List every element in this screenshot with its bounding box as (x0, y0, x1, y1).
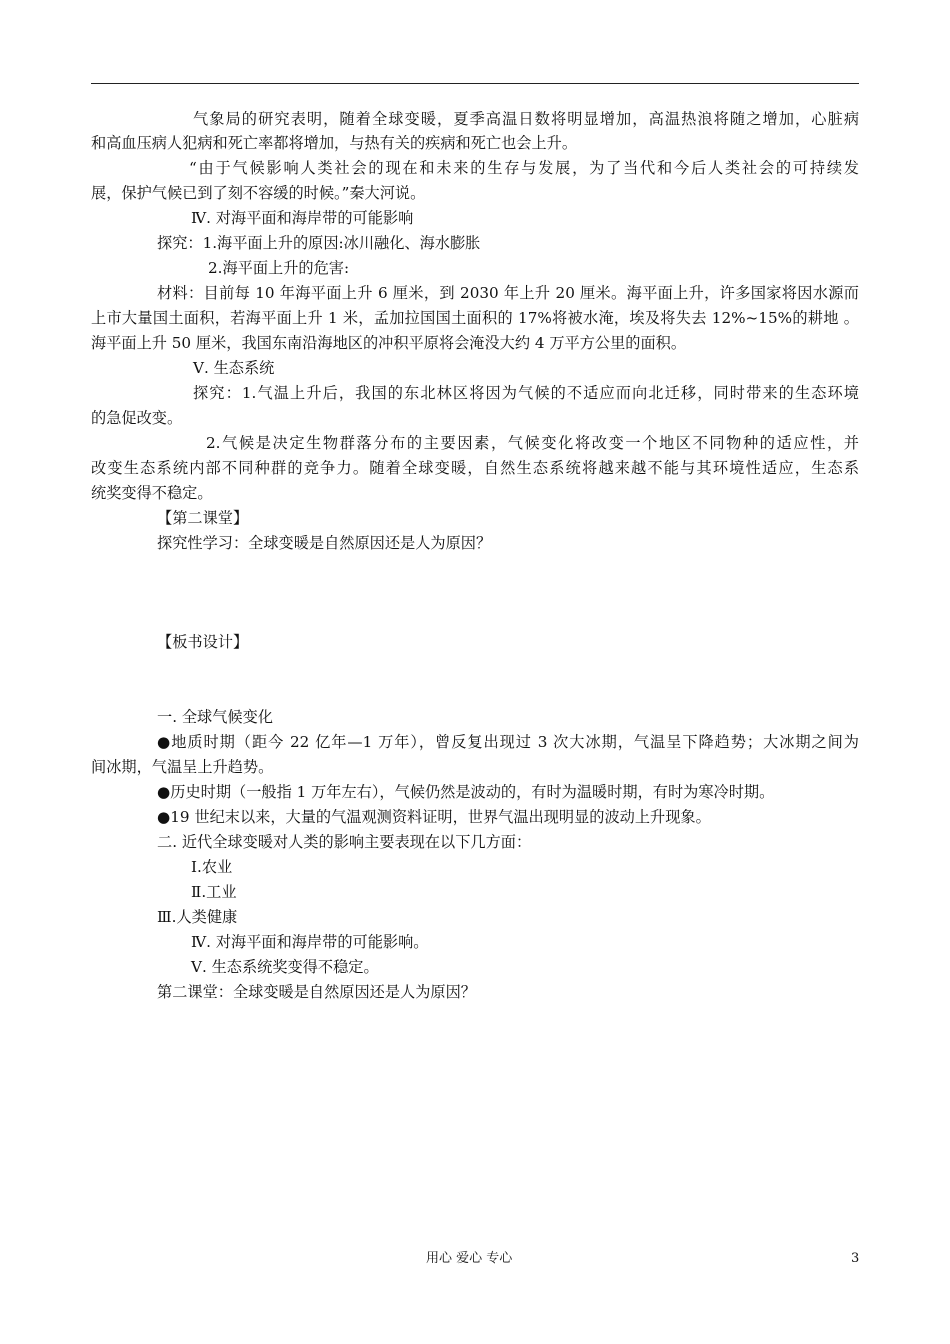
text-line: 探究性学习：全球变暖是自然原因还是人为原因？ (157, 534, 492, 552)
text-line: 改变生态系统内部不同种群的竞争力。随着全球变暖，自然生态系统将越来越不能与其环境性适应，生态系 (91, 459, 859, 477)
text-line: ●历史时期（一般指 1 万年左右），气候仍然是波动的，有时为温暖时期，有时为寒冷时期。 (157, 783, 775, 801)
text-line: 二. 近代全球变暖对人类的影响主要表现在以下几方面： (157, 833, 532, 851)
section-heading: 【第二课堂】 (157, 509, 249, 527)
section-heading: Ⅴ. 生态系统 (193, 359, 275, 377)
text-line: Ⅰ.农业 (191, 858, 233, 876)
footer-motto: 用心 爱心 专心 (426, 1251, 513, 1266)
text-line: 上市大量国土面积，若海平面上升 1 米，孟加拉国国土面积的 17%将被水淹，埃及将失去 12%~15%的耕地 。 (91, 309, 859, 327)
header-rule (91, 83, 859, 84)
text-line: 2.气候是决定生物群落分布的主要因素，气候变化将改变一个地区不同物种的适应性，并 (206, 434, 859, 452)
text-line: 气象局的研究表明，随着全球变暖，夏季高温日数将明显增加，高温热浪将随之增加，心脏病 (193, 110, 859, 128)
text-line: 探究：1.海平面上升的原因:冰川融化、海水膨胀 (157, 234, 481, 252)
section-heading: 【板书设计】 (157, 633, 249, 651)
text-line: 一. 全球气候变化 (157, 708, 273, 726)
text-line: 统奖变得不稳定。 (91, 484, 213, 502)
text-line: 展，保护气候已到了刻不容缓的时候。”秦大河说。 (91, 184, 426, 202)
text-line: Ⅱ.工业 (191, 883, 237, 901)
text-line: 间冰期，气温呈上升趋势。 (91, 758, 274, 776)
text-line: 2.海平面上升的危害: (208, 259, 350, 277)
text-line: 海平面上升 50 厘米，我国东南沿海地区的冲积平原将会淹没大约 4 万平方公里的面积。 (91, 334, 687, 352)
text-line: 探究：1.气温上升后，我国的东北林区将因为气候的不适应而向北迁移，同时带来的生态环境 (193, 384, 859, 402)
text-line: Ⅳ. 对海平面和海岸带的可能影响。 (191, 933, 429, 951)
text-line: ●地质时期（距今 22 亿年—1 万年），曾反复出现过 3 次大冰期，气温呈下降趋势；大冰期之间为 (157, 733, 859, 751)
text-line: ●19 世纪末以来，大量的气温观测资料证明，世界气温出现明显的波动上升现象。 (157, 808, 711, 826)
text-line: “由于气候影响人类社会的现在和未来的生存与发展，为了当代和今后人类社会的可持续发 (189, 159, 859, 177)
text-line: 第二课堂：全球变暖是自然原因还是人为原因？ (157, 983, 476, 1001)
text-line: 和高血压病人犯病和死亡率都将增加，与热有关的疾病和死亡也会上升。 (91, 134, 577, 152)
text-line: 材料：目前每 10 年海平面上升 6 厘米，到 2030 年上升 20 厘米。海平面上升，许多国家将因水源而 (157, 284, 859, 302)
text-line: 的急促改变。 (91, 409, 183, 427)
section-heading: Ⅳ. 对海平面和海岸带的可能影响 (191, 209, 414, 227)
text-line: Ⅲ.人类健康 (157, 908, 238, 926)
text-line: Ⅴ. 生态系统奖变得不稳定。 (191, 958, 379, 976)
page-number: 3 (851, 1251, 860, 1266)
